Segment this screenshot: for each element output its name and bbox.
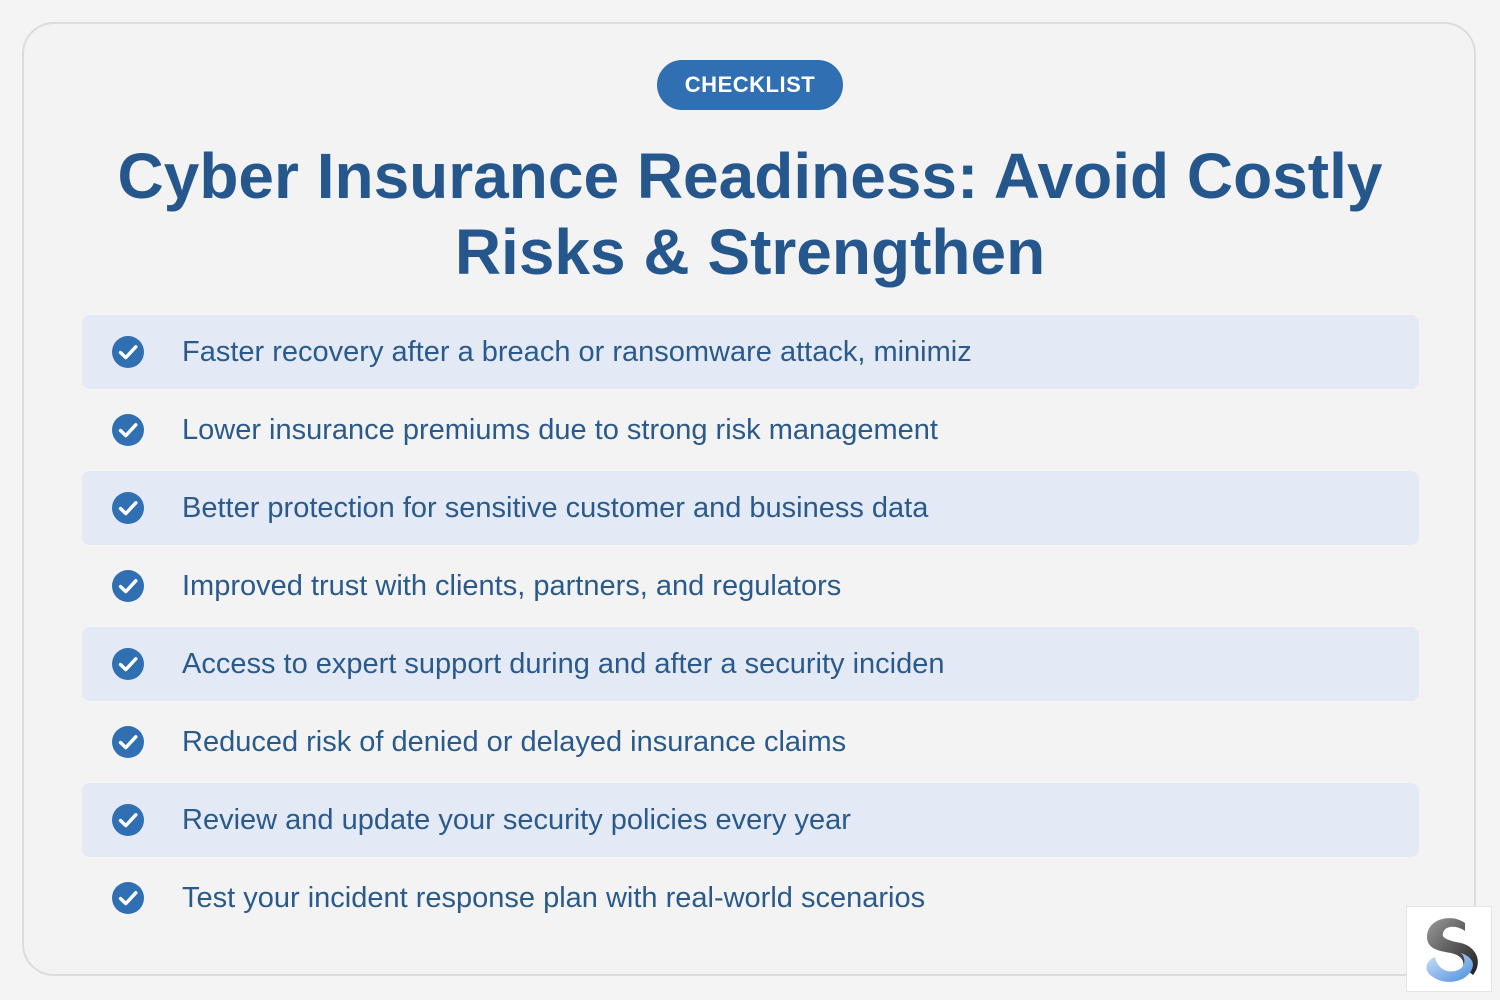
check-circle-icon [111,491,145,525]
brand-logo [1406,906,1492,992]
title-line-1: Cyber Insurance Readiness: Avoid Costly [117,140,1383,212]
list-item-label: Better protection for sensitive customer and business data [182,491,929,524]
s-logo-icon [1407,907,1493,993]
check-circle-icon [111,413,145,447]
page-title [60,138,1440,290]
list-item-label: Test your incident response plan with real-world scenarios [182,881,926,914]
list-item [82,471,1419,545]
list-item-label: Review and update your security policies every year [182,803,851,836]
list-item [82,705,1419,779]
list-item-label: Lower insurance premiums due to strong risk management [182,413,938,446]
checklist-badge: CHECKLIST [657,60,843,110]
list-item-label: Reduced risk of denied or delayed insurance claims [182,725,847,758]
list-item-label: Access to expert support during and after a security inciden [182,647,945,680]
check-circle-icon [111,881,145,915]
list-item [82,627,1419,701]
checklist [82,315,1419,939]
check-circle-icon [111,803,145,837]
list-item-label: Improved trust with clients, partners, and regulators [182,569,842,602]
check-circle-icon [111,647,145,681]
list-item [82,549,1419,623]
list-item [82,861,1419,935]
list-item-label: Faster recovery after a breach or ransomware attack, minimiz [182,335,972,368]
list-item [82,393,1419,467]
list-item [82,783,1419,857]
check-circle-icon [111,335,145,369]
title-line-2: Risks & Strengthen [454,216,1046,288]
check-circle-icon [111,725,145,759]
list-item [82,315,1419,389]
check-circle-icon [111,569,145,603]
